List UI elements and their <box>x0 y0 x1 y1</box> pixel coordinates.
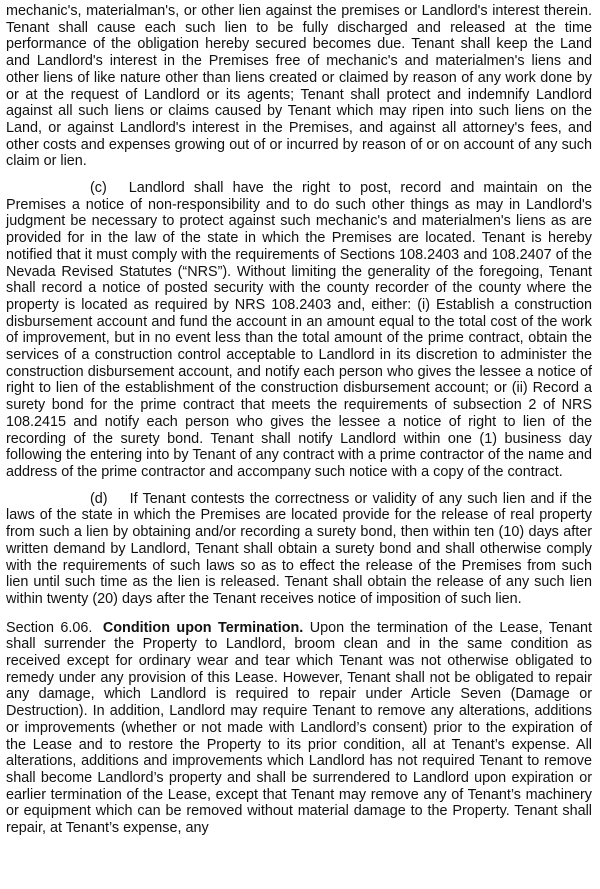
paragraph-lien-continuation: mechanic's, materialman's, or other lien against the premises or Landlord's interest therein. Tenant shall cause each such lien to be fully discharged and released at the time performance of the obligation hereby secured becomes due. Tenant shall keep the Land and Landlord's interest in the Premises free of mechanic's and materialmen's liens and other liens of like nature other than liens created or claimed by reason of any work done by or at the request of Landlord or its agents; Tenant shall protect and indemnify Landlord against all such liens or claims caused by Tenant which may ripen into such liens on the Land, or against Landlord's interest in the Premises, and against all attorney's fees, and other costs and expenses growing out of or incurred by reason of or on account of any such claim or lien. <box>6 3 592 170</box>
section-text: Upon the termination of the Lease, Tenant shall surrender the Property to Landlord, broom clean and in the same condition as received except for ordinary wear and tear which Tenant was not otherwise obligated to remedy under any provision of this Lease. However, Tenant shall not be obligated to repair any damage, which Landlord is required to repair under Article Seven (Damage or Destruction). In addition, Landlord may require Tenant to remove any alterations, additions or improvements (whether or not made with Landlord’s consent) prior to the expiration of the Lease and to restore the Property to its prior condition, all at Tenant’s expense. All alterations, additions and improvements which Landlord has not required Tenant to remove shall become Landlord’s property and shall be surrendered to Landlord upon expiration or earlier termination of the Lease, except that Tenant may remove any of Tenant’s machinery or equipment which can be removed without material damage to the Property. Tenant shall repair, at Tenant’s expense, any <box>6 619 592 837</box>
paragraph-d-text: If Tenant contests the correctness or validity of any such lien and if the laws of the state in which the Premises are located provide for the release of real property from such a lien by obtaining and/or recording a surety bond, then within ten (10) days after written demand by Landlord, Tenant shall obtain a surety bond and shall otherwise comply with the requirements of such laws so as to effect the release of the Premises from such lien until such time as the lien is released. Tenant shall obtain the release of any such lien within twenty (20) days after the Tenant receives notice of imposition of such lien. <box>6 490 592 607</box>
section-number: Section 6.06. <box>6 619 93 636</box>
paragraph-d-label: (d) <box>90 490 108 507</box>
paragraph-c-label: (c) <box>90 180 107 197</box>
section-6-06 <box>6 620 592 837</box>
paragraph-d <box>6 491 592 608</box>
paragraph-c <box>6 180 592 481</box>
paragraph-c-text: Landlord shall have the right to post, record and maintain on the Premises a notice of non-responsibility and to do such other things as may in Landlord's judgment be necessary to protect against such mechanic's and materialmen's liens as are provided for in the law of the state in which the Premises are located. Tenant is hereby notified that it must comply with the requirements of Sections 108.2403 and 108.2407 of the Nevada Revised Statutes (“NRS”). Without limiting the generality of the foregoing, Tenant shall record a notice of posted security with the county recorder of the county where the property is located as required by NRS 108.2403 and, either: (i) Establish a construction disbursement account and fund the account in an amount equal to the total cost of the work of improvement, but in no event less than the total amount of the prime contract, obtain the services of a construction control acceptable to Landlord in its discretion to administer the construction disbursement account, and notify each person who gives the lessee a notice of right to lien of the establishment of the construction disbursement account; or (ii) Record a surety bond for the prime contract that meets the requirements of subsection 2 of NRS 108.2415 and notify each person who gives the lessee a notice of right to lien of the recording of the surety bond. Tenant shall notify Landlord within one (1) business day following the entering into by Tenant of any contract with a prime contractor of the name and address of the prime contractor and accompany such notice with a copy of the contract. <box>6 180 592 480</box>
section-heading: Condition upon Termination. <box>102 619 304 636</box>
